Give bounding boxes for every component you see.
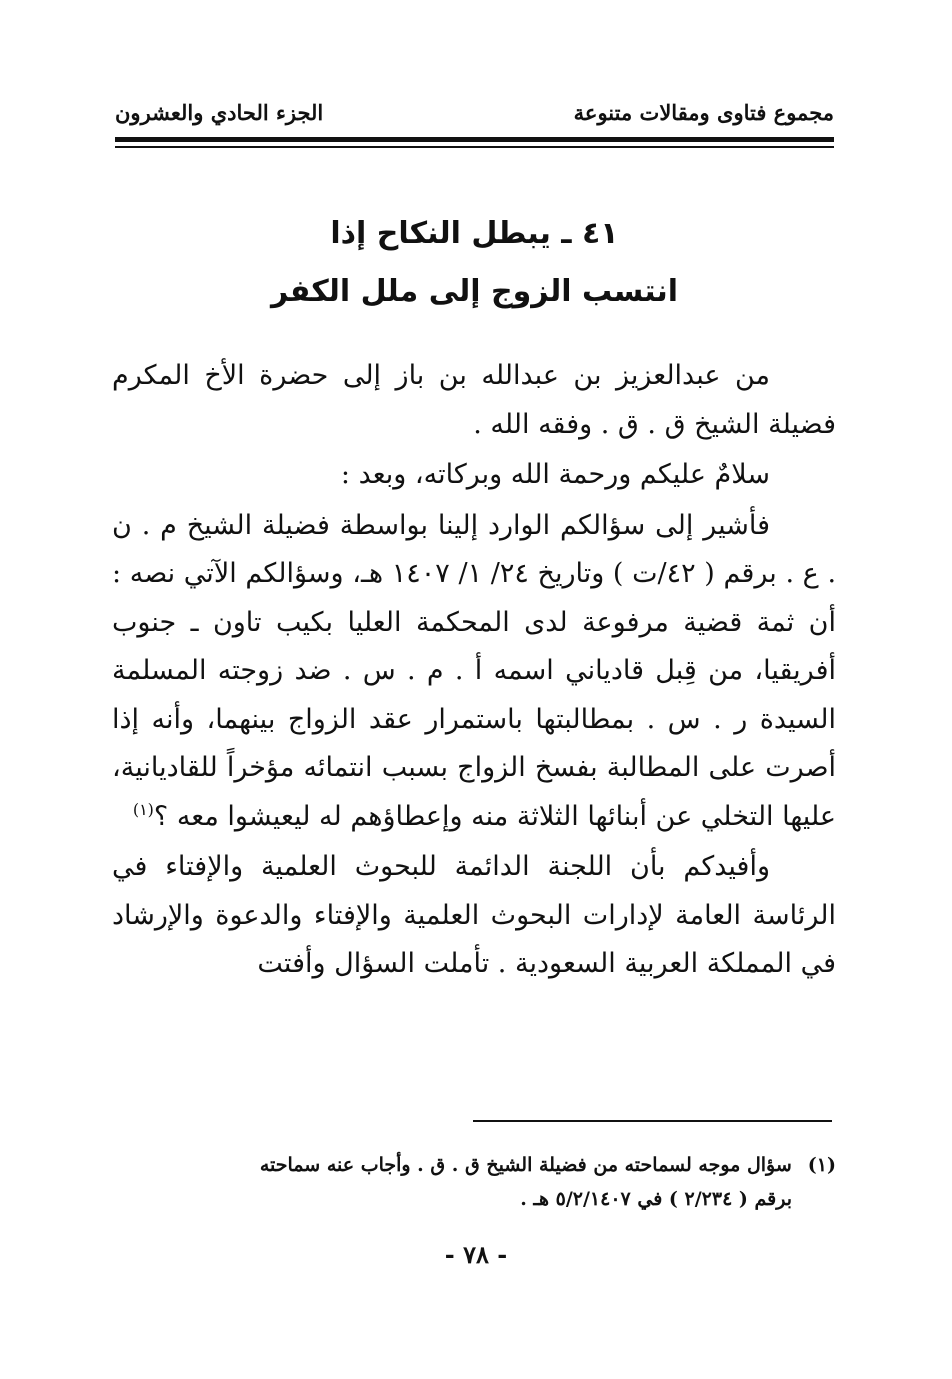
footnote-number: (١) xyxy=(807,1154,836,1176)
body-text xyxy=(112,352,836,989)
article-title-line-1: ٤١ ـ يبطل النكاح إذا xyxy=(330,216,619,251)
book-title: مجموع فتاوى ومقالات متنوعة xyxy=(573,100,834,125)
volume-label: الجزء الحادي والعشرون xyxy=(115,100,324,125)
paragraph-answer: وأفيدكم بأن اللجنة الدائمة للبحوث العلمية والإفتاء في الرئاسة العامة لإدارات البحوث العلمية والإفتاء والدعوة والإرشاد في المملكة العربية السعودية . تأملت السؤال وأفتت xyxy=(112,851,836,979)
running-header xyxy=(115,100,834,130)
footnote-text: سؤال موجه لسماحته من فضيلة الشيخ ق . ق . وأجاب عنه سماحته xyxy=(259,1154,792,1176)
footnote-separator xyxy=(473,1120,832,1122)
article-title xyxy=(115,205,834,321)
header-rule-thick xyxy=(115,137,834,142)
paragraph-greeting: سلامٌ عليكم ورحمة الله وبركاته، وبعد : xyxy=(340,459,770,490)
footnote-text-continued: برقم ( ٢/٢٣٤ ) في ٥/٢/١٤٠٧ هـ . xyxy=(520,1188,792,1210)
article-title-line-2: انتسب الزوج إلى ملل الكفر xyxy=(270,274,679,309)
paragraph-question xyxy=(112,502,836,842)
footnote xyxy=(112,1148,836,1216)
page-number: - ٧٨ - xyxy=(444,1240,508,1269)
question-text: فأشير إلى سؤالكم الوارد إلينا بواسطة فضيلة الشيخ م . ن . ع . برقم ( ٤٢/ت ) وتاريخ ٢٤/ ١/ ١٤٠٧ هـ، وسؤالكم الآتي نصه : أن ثمة قضية مرفوعة لدى المحكمة العليا بكيب تاون ـ جنوب أفريقيا، من قِبل قادياني اسمه أ . م . س . ضد زوجته المسلمة السيدة ر . س . بمطالبتها باستمرار عقد الزواج بينهما، وأنه إذا أصرت على المطالبة بفسخ الزواج بسبب انتمائه مؤخراً للقاديانية، عليها التخلي عن أبنائها الثلاثة منه وإعطاؤهم له ليعيشوا معه ؟ xyxy=(112,509,837,832)
header-rule-thin xyxy=(115,146,834,148)
footnote-reference: (١) xyxy=(132,799,154,819)
paragraph-salutation: من عبدالعزيز بن عبدالله بن باز إلى حضرة الأخ المكرم فضيلة الشيخ ق . ق . وفقه الله . xyxy=(112,360,836,440)
